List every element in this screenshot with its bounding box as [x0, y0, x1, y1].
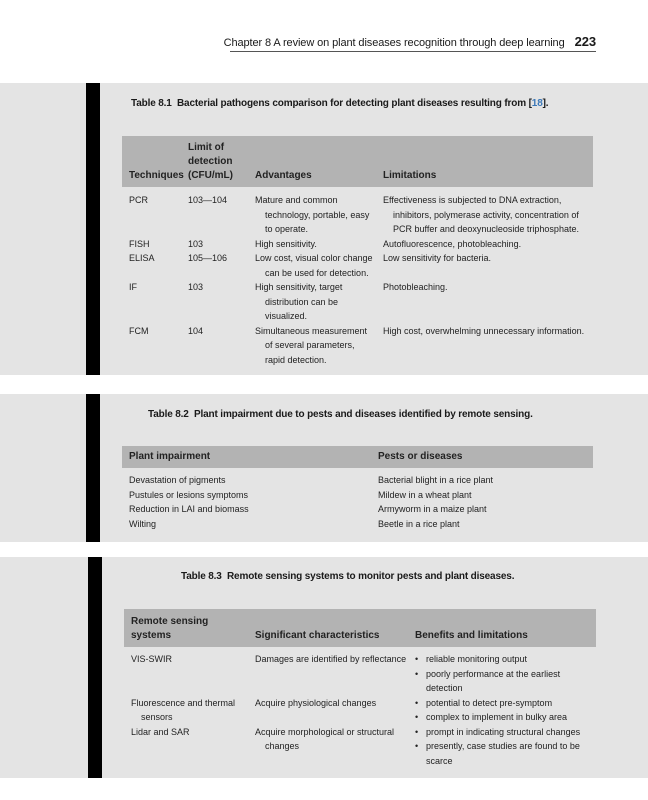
caption-text: Plant impairment due to pests and diseases identified by remote sensing. [193, 409, 533, 420]
table-row [122, 280, 593, 324]
cell: Bacterial blight in a rice plant [378, 475, 494, 485]
table-row [122, 517, 593, 532]
table-8-1-caption [131, 98, 631, 109]
bullet-point: • potential to detect pre-symptom [415, 696, 596, 711]
col-header: Pests or diseases [371, 446, 593, 468]
table-header-row [124, 609, 596, 647]
bullet-point: • prompt in indicating structural changes [415, 725, 596, 740]
caption-label: Table 8.3 [181, 571, 222, 582]
cell: IF [129, 282, 137, 292]
table-row [122, 251, 593, 280]
caption-end: ]. [542, 98, 549, 109]
panel-accent-bar [88, 557, 102, 778]
table-row [122, 502, 593, 517]
table-row [124, 696, 596, 725]
cell: Mildew in a wheat plant [378, 489, 472, 500]
bullet-point: • complex to implement in bulky area [415, 710, 596, 725]
caption-text: Bacterial pathogens comparison for detecting plant diseases resulting from [ [176, 98, 532, 109]
table-8-2 [122, 446, 593, 531]
table-row [124, 725, 596, 769]
header-rule [230, 51, 596, 52]
cell: High sensitivity. [255, 238, 317, 249]
reference-link[interactable]: 18 [531, 98, 543, 109]
cell: Wilting [129, 518, 157, 529]
table-row [122, 324, 593, 368]
table-8-3-caption [181, 571, 581, 582]
panel-accent-bar [86, 394, 100, 542]
cell: Autofluorescence, photobleaching. [383, 238, 522, 249]
table-8-2-caption [148, 409, 608, 420]
panel-accent-bar [86, 83, 100, 375]
cell [408, 647, 596, 696]
table-header-row [122, 446, 593, 468]
cell: ELISA [129, 253, 155, 263]
cell: Photobleaching. [383, 282, 448, 292]
chapter-title: Chapter 8 A review on plant diseases recognition through deep learning [223, 37, 565, 49]
cell: Pustules or lesions symptoms [129, 489, 249, 500]
cell: High cost, overwhelming unnecessary information. [383, 325, 585, 336]
cell: Beetle in a rice plant [378, 518, 460, 529]
cell: Fluorescence and thermal sensors [131, 697, 236, 722]
cell: Lidar and SAR [131, 726, 190, 737]
cell: Low sensitivity for bacteria. [383, 253, 492, 263]
cell: 103 [188, 282, 204, 292]
table-row [122, 468, 593, 488]
caption-text: Remote sensing systems to monitor pests and plant diseases. [226, 571, 515, 582]
col-header: Advantages [247, 136, 376, 187]
bullet-point: • reliable monitoring output [415, 652, 596, 667]
cell: 103—104 [188, 195, 228, 205]
bullet-point: • presently, case studies are found to be scarce [415, 739, 596, 768]
cell: Reduction in LAI and biomass [129, 504, 249, 514]
cell: Damages are identified by reflectance [255, 654, 407, 664]
col-header: Remote sensing systems [124, 609, 248, 647]
cell: FCM [129, 325, 149, 336]
cell: Simultaneous measurement of several parameters, rapid detection. [255, 325, 368, 365]
bullet-point: • poorly performance at the earliest detection [415, 667, 596, 696]
col-header: Benefits and limitations [408, 609, 596, 647]
table-row [122, 237, 593, 252]
table-8-3 [124, 609, 596, 768]
caption-label: Table 8.2 [148, 409, 189, 420]
cell: Low cost, visual color change can be used for detection. [255, 253, 373, 278]
col-header: Limitations [376, 136, 593, 187]
cell: Effectiveness is subjected to DNA extraction, inhibitors, polymerase activity, concentration of PCR buffer and deoxynucleoside triphosphate. [383, 195, 579, 234]
cell: Acquire morphological or structural changes [255, 726, 395, 751]
table-row [124, 647, 596, 696]
table-row [122, 488, 593, 503]
running-head [224, 34, 596, 49]
cell: VIS-SWIR [131, 654, 173, 664]
cell: Acquire physiological changes [255, 697, 377, 708]
table-row [122, 187, 593, 237]
page-number: 223 [574, 34, 596, 49]
col-header: Plant impairment [122, 446, 371, 468]
col-header: Limit of detection (CFU/mL) [181, 136, 247, 187]
table-header-row [122, 136, 593, 187]
cell: 105—106 [188, 253, 228, 263]
cell [408, 725, 596, 769]
cell: Armyworm in a maize plant [378, 504, 487, 514]
table-8-1 [122, 136, 593, 367]
col-header: Techniques [122, 136, 181, 187]
col-header: Significant characteristics [248, 609, 408, 647]
cell: 104 [188, 325, 204, 336]
cell: Devastation of pigments [129, 475, 226, 485]
cell: 103 [188, 238, 204, 249]
cell: FISH [129, 238, 150, 249]
cell [408, 696, 596, 725]
cell: PCR [129, 195, 149, 205]
cell: High sensitivity, target distribution can be visualized. [255, 282, 343, 321]
caption-label: Table 8.1 [131, 98, 172, 109]
cell: Mature and common technology, portable, easy to operate. [255, 195, 370, 234]
